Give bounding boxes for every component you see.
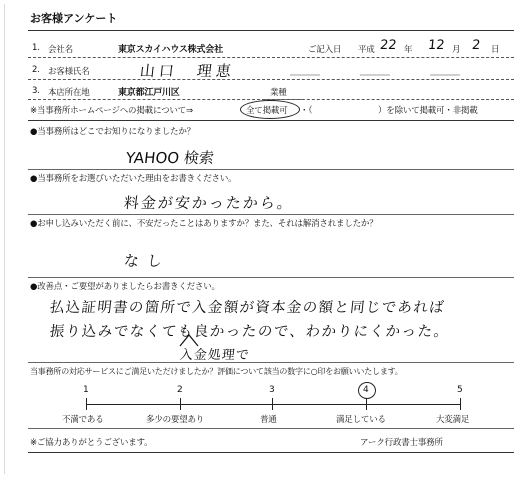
scale-label-1: 不満である xyxy=(62,415,104,425)
answer-2: 料金が安かったから。 xyxy=(123,194,295,212)
date-label: ご記入日 xyxy=(308,45,342,55)
scale-label-3: 普通 xyxy=(260,415,277,425)
question-3: ●お申し込みいただく前に、不安だったことはありますか？また、それは解消されましたか？ xyxy=(30,219,378,229)
homepage-note-prefix: ※当事務所ホームページへの掲載について⇒ xyxy=(30,106,193,116)
q1-rule xyxy=(28,169,514,170)
scale-label-5: 大変満足 xyxy=(436,415,470,425)
row-2-number: 2. xyxy=(32,65,40,75)
answer-1: YAHOO 検索 xyxy=(125,149,215,167)
occupation-label: 業種 xyxy=(270,88,287,98)
question-1: ●当事務所はどこでお知りになりましたか？ xyxy=(30,127,195,137)
date-day-value: 2 xyxy=(471,38,482,53)
homepage-note-suffix: ）を除いて掲載可・非掲載 xyxy=(378,106,478,116)
scale-label-4: 満足している xyxy=(336,415,386,425)
question-2: ●当事務所をお選びいただいた理由をお書きください。 xyxy=(30,174,237,184)
customer-name-value: 山口 理恵 xyxy=(139,62,236,80)
scale-tick-2 xyxy=(180,398,181,410)
scale-number-1: 1 xyxy=(83,385,89,395)
row-1-number: 1. xyxy=(32,43,40,53)
footer-rule xyxy=(28,452,514,453)
selected-option-circle xyxy=(240,100,300,119)
answer-3: なし xyxy=(123,252,171,270)
selected-rating-circle xyxy=(358,382,376,399)
homepage-paren-open: ・（ xyxy=(300,106,313,116)
scale-tick-1 xyxy=(86,398,87,410)
scale-number-3: 3 xyxy=(269,385,275,395)
footer-thanks: ※ご協力ありがとうございます。 xyxy=(30,438,153,448)
satisfaction-scale-line xyxy=(86,404,460,405)
head-office-value: 東京都江戸川区 xyxy=(118,88,180,98)
redacted-area xyxy=(290,62,320,76)
company-name-value: 東京スカイハウス株式会社 xyxy=(118,45,223,55)
customer-name-label: お客様氏名 xyxy=(48,67,90,77)
question-4: ●改善点・ご要望がありましたらお書きください。 xyxy=(30,282,220,292)
scale-number-4: 4 xyxy=(363,385,369,395)
section-rule xyxy=(28,120,514,121)
date-month-value: 12 xyxy=(427,38,446,53)
q3-rule xyxy=(28,277,514,278)
scale-number-5: 5 xyxy=(457,385,463,395)
redacted-area xyxy=(360,62,390,76)
date-day-unit: 日 xyxy=(491,45,500,55)
row-3-number: 3. xyxy=(32,86,40,96)
date-year-value: 22 xyxy=(379,38,398,53)
q4-rule xyxy=(28,362,514,363)
footer-office-name: アーク行政書士事務所 xyxy=(360,438,443,448)
satisfaction-rule xyxy=(28,428,514,429)
scale-label-2: 多少の要望あり xyxy=(146,415,205,425)
scale-tick-5 xyxy=(460,398,461,410)
title-rule xyxy=(28,30,514,31)
scan-edge xyxy=(4,4,5,474)
date-month-unit: 月 xyxy=(452,45,461,55)
scale-number-2: 2 xyxy=(177,385,183,395)
answer-4-line-1: 払込証明書の箇所で入金額が資本金の額と同じであれば xyxy=(49,300,446,316)
scale-tick-4 xyxy=(366,398,367,410)
answer-4-line-2: 振り込みでなくても良かったので、わかりにくかった。 xyxy=(49,324,451,340)
scale-tick-3 xyxy=(272,398,273,410)
form-title: お客様アンケート xyxy=(30,12,118,25)
answer-4-insertion: 入金処理で xyxy=(179,348,251,363)
row-2-rule xyxy=(28,79,514,80)
head-office-label: 本店所在地 xyxy=(48,88,90,98)
satisfaction-question: 当事務所の対応サービスにご満足いただけましたか？評価について該当の数字に○印をお願いいたします。 xyxy=(30,367,403,376)
date-year-unit: 年 xyxy=(404,45,413,55)
row-1-rule xyxy=(28,57,514,58)
redacted-area xyxy=(430,62,460,76)
date-era: 平成 xyxy=(358,45,375,55)
company-name-label: 会社名 xyxy=(48,45,73,55)
homepage-option-all: 全て掲載可 xyxy=(246,106,288,116)
q2-rule xyxy=(28,214,514,215)
